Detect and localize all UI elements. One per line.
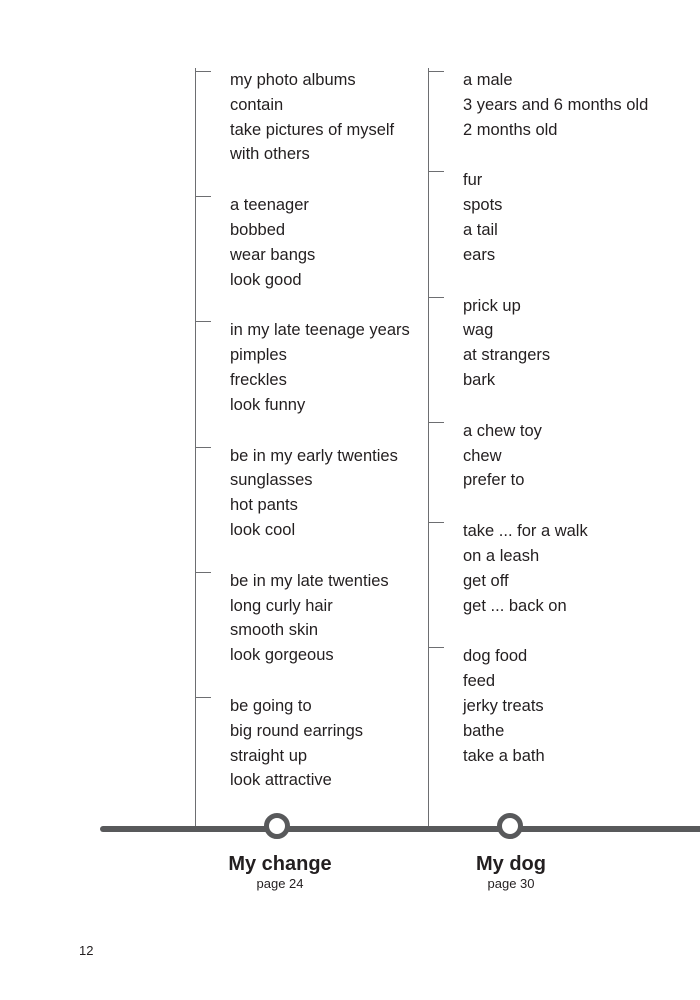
vocab-item: freckles xyxy=(230,370,287,389)
vocab-group xyxy=(195,694,420,793)
vocab-item: bathe xyxy=(463,721,505,740)
vocab-item: contain xyxy=(230,95,284,114)
timeline-bar xyxy=(100,826,700,832)
vocab-item: smooth skin xyxy=(230,621,319,640)
vocab-list xyxy=(428,519,700,618)
vocab-item: get ... back on xyxy=(463,596,567,615)
vocab-groups xyxy=(428,68,700,768)
vocab-group xyxy=(195,569,420,668)
group-tick-mark xyxy=(195,447,211,448)
vocab-list xyxy=(428,294,700,393)
vocab-column-my-change xyxy=(195,68,420,819)
vocab-list xyxy=(195,444,420,543)
group-tick-mark xyxy=(195,697,211,698)
chapter-page-ref: page 24 xyxy=(256,876,304,891)
vocab-item: look good xyxy=(230,270,302,289)
vocab-group xyxy=(195,444,420,543)
vocab-item: feed xyxy=(463,672,496,691)
vocab-item: sunglasses xyxy=(230,471,313,490)
vocab-item: wear bangs xyxy=(230,245,316,264)
vocab-item: spots xyxy=(463,196,503,215)
vocab-item: 2 months old xyxy=(463,120,558,139)
vocab-item: on a leash xyxy=(463,546,540,565)
chapter-label-my-change[interactable] xyxy=(200,852,360,892)
chapter-page-ref: page 30 xyxy=(487,876,535,891)
vocab-item: bark xyxy=(463,370,496,389)
vocab-list xyxy=(428,168,700,267)
vocab-list xyxy=(195,193,420,292)
vocab-item: at strangers xyxy=(463,346,551,365)
vocab-item: long curly hair xyxy=(230,596,333,615)
vocab-item: jerky treats xyxy=(463,696,544,715)
vocab-item: be going to xyxy=(230,696,312,715)
timeline-node-my-dog xyxy=(497,813,523,839)
group-tick-mark xyxy=(428,647,444,648)
group-tick-mark xyxy=(195,321,211,322)
chapter-title: My dog xyxy=(476,853,546,875)
vocab-item: look attractive xyxy=(230,771,332,790)
vocab-list xyxy=(195,68,420,167)
vocab-item: straight up xyxy=(230,746,308,765)
group-tick-mark xyxy=(195,196,211,197)
vocab-item: prick up xyxy=(463,296,521,315)
vocab-group xyxy=(428,68,700,142)
vocab-item: with others xyxy=(230,145,310,164)
vocab-item: a tail xyxy=(463,220,498,239)
group-tick-mark xyxy=(428,522,444,523)
vocab-list xyxy=(428,644,700,768)
vocab-item: hot pants xyxy=(230,496,298,515)
vocab-item: be in my late twenties xyxy=(230,571,389,590)
vocab-item: my photo albums xyxy=(230,71,356,89)
vocab-group xyxy=(195,68,420,167)
group-tick-mark xyxy=(195,71,211,72)
vocab-groups xyxy=(195,68,420,793)
vocab-group xyxy=(428,519,700,618)
vocab-item: a teenager xyxy=(230,196,309,215)
vocab-item: look cool xyxy=(230,520,296,539)
vocab-list xyxy=(195,569,420,668)
vocab-list xyxy=(428,419,700,493)
vocab-item: 3 years and 6 months old xyxy=(463,95,649,114)
vocab-group xyxy=(428,644,700,768)
vocab-item: take pictures of myself xyxy=(230,120,395,139)
vocab-item: pimples xyxy=(230,346,287,365)
vocab-item: look gorgeous xyxy=(230,646,334,665)
vocab-group xyxy=(195,318,420,417)
vocab-item: wag xyxy=(463,321,494,340)
vocab-item: take ... for a walk xyxy=(463,522,588,541)
vocab-list xyxy=(428,68,700,142)
vocab-item: a chew toy xyxy=(463,421,542,440)
vocab-list xyxy=(195,694,420,793)
vocab-item: take a bath xyxy=(463,746,545,765)
vocab-group xyxy=(195,193,420,292)
vocab-item: a male xyxy=(463,71,513,89)
vocab-group xyxy=(428,294,700,393)
vocab-column-my-dog xyxy=(428,68,700,794)
vocab-item: big round earrings xyxy=(230,721,363,740)
group-tick-mark xyxy=(428,297,444,298)
group-tick-mark xyxy=(428,171,444,172)
vocab-item: ears xyxy=(463,245,496,264)
vocab-item: bobbed xyxy=(230,220,286,239)
vocab-group xyxy=(428,419,700,493)
vocab-item: look funny xyxy=(230,395,306,414)
group-tick-mark xyxy=(428,422,444,423)
vocab-group xyxy=(428,168,700,267)
chapter-title: My change xyxy=(228,853,332,875)
group-tick-mark xyxy=(195,572,211,573)
vocab-item: prefer to xyxy=(463,471,525,490)
vocab-item: dog food xyxy=(463,647,528,666)
vocab-list xyxy=(195,318,420,417)
vocab-item: get off xyxy=(463,571,509,590)
chapter-label-my-dog[interactable] xyxy=(431,852,591,892)
vocab-item: chew xyxy=(463,446,502,465)
vocab-item: fur xyxy=(463,171,483,190)
vocab-item: be in my early twenties xyxy=(230,446,398,465)
vocab-item: in my late teenage years xyxy=(230,321,410,340)
page-number: 12 xyxy=(79,943,94,958)
group-tick-mark xyxy=(428,71,444,72)
timeline-node-my-change xyxy=(264,813,290,839)
